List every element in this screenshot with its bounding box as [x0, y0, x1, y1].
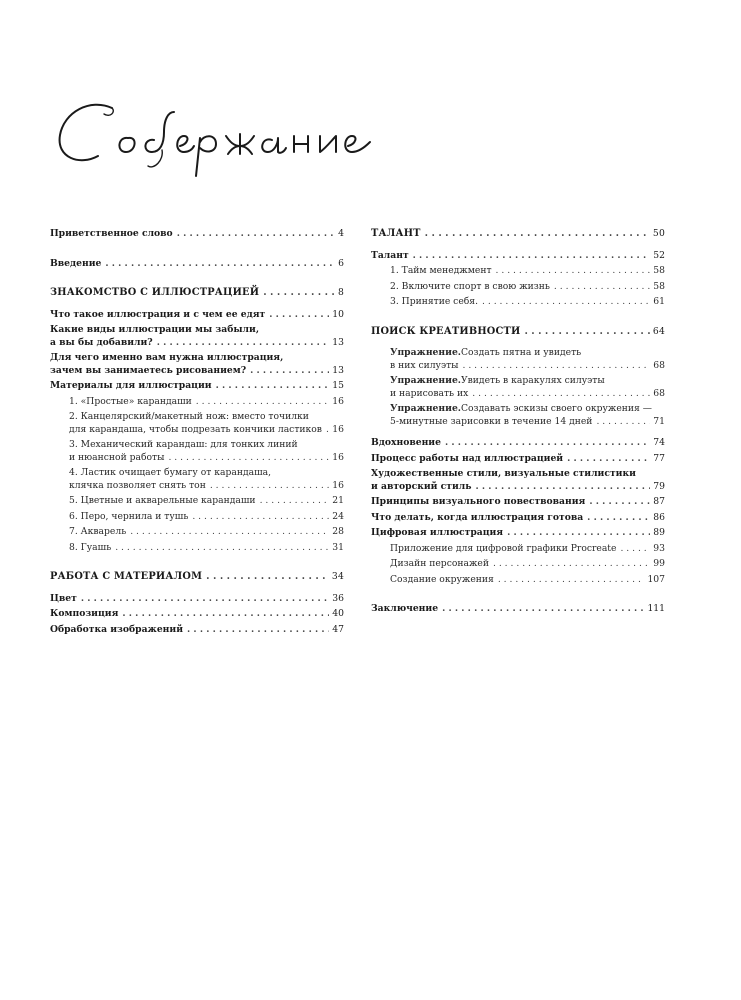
dot-leader [587, 512, 650, 525]
toc-entry-label: ТАЛАНТ [371, 228, 421, 239]
toc-page-number: 15 [332, 380, 344, 391]
toc-entry-label: а вы бы добавили? [50, 336, 153, 348]
toc-entry-label: 5. Цветные и акварельные карандаши [69, 495, 256, 506]
toc-entry-label: Цвет [50, 592, 77, 604]
toc-subentry[interactable] [50, 396, 344, 409]
dot-leader [554, 281, 650, 294]
dot-leader [524, 326, 649, 339]
dot-leader [445, 437, 650, 450]
toc-entry-label: Материалы для иллюстрации [50, 380, 212, 391]
toc-entry[interactable] [50, 624, 344, 637]
toc-entry-label: 8. Гуашь [69, 541, 112, 553]
toc-entry-label: Что делать, когда иллюстрация готова [371, 511, 584, 523]
dot-leader [260, 495, 330, 508]
toc-entry-label: Приложение для цифровой графики Procreate [390, 542, 617, 554]
toc-entry-label: и нюансной работы [69, 451, 165, 463]
toc-entry-label: 2. Включите спорт в свою жизнь [390, 280, 550, 292]
toc-exercise-entry[interactable] [371, 403, 665, 428]
dot-leader [567, 453, 650, 466]
page-title [50, 90, 410, 200]
toc-page-number: 86 [653, 511, 665, 523]
toc-page-number: 50 [652, 228, 665, 239]
toc-right-column [371, 228, 665, 616]
dot-leader [463, 360, 651, 373]
toc-entry-label: Талант [371, 249, 409, 261]
toc-page-number: 28 [332, 526, 344, 537]
toc-page-number: 40 [332, 608, 344, 619]
toc-page-number: 34 [331, 571, 344, 582]
toc-page-number: 21 [332, 495, 344, 506]
toc-subentry[interactable] [50, 411, 344, 436]
dot-leader [196, 396, 330, 409]
toc-section-heading[interactable] [50, 287, 344, 300]
toc-entry-label: и нарисовать их [390, 387, 469, 399]
toc-entry-label: Создавать эскизы своего окружения — [461, 403, 652, 414]
toc-entry-label: Увидеть в каракулях силуэты [461, 375, 605, 386]
exercise-label: Упражнение. [390, 375, 461, 386]
toc-entry-label: 7. Акварель [69, 526, 127, 537]
toc-entry-label: Процесс работы над иллюстрацией [371, 452, 564, 464]
toc-entry-label: ЗНАКОМСТВО С ИЛЛЮСТРАЦИЕЙ [50, 287, 260, 298]
toc-page-number: 13 [332, 364, 344, 376]
toc-page-number: 61 [653, 296, 665, 307]
dot-leader [413, 250, 651, 263]
toc-entry[interactable] [50, 228, 344, 241]
toc-entry-label: Дизайн персонажей [390, 558, 489, 569]
toc-entry-label: для карандаша, чтобы подрезать кончики ластиков [69, 423, 322, 435]
toc-section-heading[interactable] [50, 571, 344, 584]
toc-subentry[interactable] [371, 281, 665, 294]
toc-page-number: 16 [332, 423, 344, 435]
toc-page-number: 68 [653, 387, 665, 399]
toc-page-number: 99 [653, 558, 665, 569]
toc-subentry[interactable] [371, 265, 665, 278]
toc-entry-label: Какие виды иллюстрации мы забыли, [50, 324, 260, 335]
toc-subentry[interactable] [371, 574, 665, 587]
toc-page-number: 107 [647, 573, 665, 585]
toc-entry-label: 3. Принятие себя. [390, 296, 479, 307]
toc-entry-label: 5-минутные зарисовки в течение 14 дней [390, 415, 593, 427]
toc-page-number: 77 [653, 452, 665, 464]
toc-section-heading[interactable] [371, 228, 665, 241]
dot-leader [482, 296, 650, 309]
exercise-label: Упражнение. [390, 403, 461, 414]
toc-page-number: 111 [647, 603, 665, 614]
toc-entry[interactable] [371, 468, 665, 493]
dot-leader [105, 258, 335, 271]
toc-entry-label: Художественные стили, визуальные стилистики [371, 468, 636, 479]
toc-entry[interactable] [371, 496, 665, 509]
toc-entry-label: Для чего именно вам нужна иллюстрация, [50, 352, 284, 363]
dot-leader [496, 265, 651, 278]
toc-subentry[interactable] [50, 467, 344, 492]
toc-page-number: 71 [653, 415, 665, 427]
toc-subentry[interactable] [50, 495, 344, 508]
toc-subentry[interactable] [50, 526, 344, 539]
toc-page-number: 89 [653, 527, 665, 538]
toc-subentry[interactable] [371, 543, 665, 556]
toc-entry-label: 6. Перо, чернила и тушь [69, 510, 189, 522]
toc-page-number: 64 [652, 325, 665, 337]
dot-leader [210, 480, 329, 493]
toc-entry[interactable] [50, 380, 344, 393]
dot-leader [206, 571, 329, 584]
dot-leader [263, 287, 335, 300]
toc-page-number: 4 [338, 228, 344, 239]
toc-page-number: 16 [332, 395, 344, 407]
toc-page-number: 58 [653, 280, 665, 292]
toc-page-number: 52 [653, 249, 665, 261]
toc-entry[interactable] [50, 309, 344, 322]
toc-entry-label: Введение [50, 257, 102, 269]
toc-entry-label: и авторский стиль [371, 480, 472, 492]
toc-page-number: 31 [332, 541, 344, 553]
dot-leader [596, 416, 650, 429]
toc-page-number: 74 [653, 437, 665, 448]
dot-leader [442, 603, 644, 616]
dot-leader [122, 608, 329, 621]
toc-exercise-entry[interactable] [371, 375, 665, 400]
toc-page-number: 13 [332, 336, 344, 348]
dot-leader [168, 452, 329, 465]
toc-entry-label: клячка позволяет снять тон [69, 479, 206, 491]
toc-entry-label: Что такое иллюстрация и с чем ее едят [50, 308, 266, 320]
toc-entry-label: зачем вы занимаетесь рисованием? [50, 364, 247, 376]
toc-page-number: 93 [653, 542, 665, 554]
toc-entry-label: ПОИСК КРЕАТИВНОСТИ [371, 325, 521, 337]
toc-entry[interactable] [371, 453, 665, 466]
dot-leader [589, 496, 650, 509]
toc-entry[interactable] [371, 527, 665, 540]
toc-entry-label: Вдохновение [371, 437, 441, 448]
toc-entry[interactable] [50, 608, 344, 621]
toc-entry[interactable] [50, 593, 344, 606]
toc-page-number: 68 [653, 359, 665, 371]
toc-entry-label: 4. Ластик очищает бумагу от карандаша, [69, 467, 272, 478]
dot-leader [115, 542, 329, 555]
toc-entry-label: Композиция [50, 608, 119, 619]
toc-subentry[interactable] [50, 542, 344, 555]
toc-entry-label: 1. «Простые» карандаши [69, 395, 192, 407]
dot-leader [326, 424, 329, 437]
toc-entry-label: Заключение [371, 603, 439, 614]
toc-entry-label: в них силуэты [390, 359, 459, 371]
toc-entry-label: Цифровая иллюстрация [371, 527, 504, 538]
toc-exercise-entry[interactable] [371, 347, 665, 372]
toc-subentry[interactable] [371, 296, 665, 309]
toc-left-column [50, 228, 344, 636]
toc-entry-label: Создание окружения [390, 573, 494, 585]
toc-entry-label: Обработка изображений [50, 623, 184, 635]
dot-leader [493, 558, 650, 571]
toc-subentry[interactable] [371, 558, 665, 571]
toc-entry-label: 3. Механический карандаш: для тонких линий [69, 439, 298, 450]
toc-page-number: 36 [332, 592, 344, 604]
toc-subentry[interactable] [50, 511, 344, 524]
toc-section-heading[interactable] [371, 326, 665, 339]
dot-leader [498, 574, 645, 587]
toc-entry-label: РАБОТА С МАТЕРИАЛОМ [50, 571, 203, 582]
dot-leader [250, 365, 329, 378]
toc-entry-label: 1. Тайм менеджмент [390, 265, 492, 276]
dot-leader [81, 593, 329, 606]
toc-page-number: 79 [653, 480, 665, 492]
toc-page-number: 24 [332, 510, 344, 522]
toc-entry-label: Создать пятна и увидеть [461, 347, 582, 358]
dot-leader [475, 481, 650, 494]
toc-page-number: 16 [332, 451, 344, 463]
toc-entry[interactable] [50, 324, 344, 349]
toc-page-number: 6 [338, 257, 344, 269]
toc-entry[interactable] [50, 352, 344, 377]
dot-leader [507, 527, 650, 540]
toc-page-number: 47 [332, 623, 344, 635]
dot-leader [620, 543, 650, 556]
toc-entry[interactable] [371, 512, 665, 525]
dot-leader [192, 511, 329, 524]
dot-leader [269, 309, 329, 322]
toc-entry[interactable] [371, 437, 665, 450]
toc-page-number: 8 [337, 287, 344, 298]
toc-page-number: 10 [332, 308, 344, 320]
toc-entry[interactable] [50, 258, 344, 271]
toc-page-number: 58 [653, 265, 665, 276]
dot-leader [130, 526, 329, 539]
script-title-lettering [50, 90, 410, 200]
dot-leader [177, 228, 335, 241]
toc-entry-label: 2. Канцелярский/макетный нож: вместо точилки [69, 411, 309, 422]
toc-page-number: 16 [332, 479, 344, 491]
dot-leader [157, 337, 330, 350]
dot-leader [187, 624, 329, 637]
exercise-label: Упражнение. [390, 347, 461, 358]
dot-leader [425, 228, 650, 241]
toc-entry[interactable] [371, 250, 665, 263]
dot-leader [472, 388, 650, 401]
toc-entry[interactable] [371, 603, 665, 616]
toc-entry-label: Приветственное слово [50, 228, 173, 239]
toc-subentry[interactable] [50, 439, 344, 464]
toc-page-number: 87 [653, 496, 665, 507]
dot-leader [216, 380, 330, 393]
toc-entry-label: Принципы визуального повествования [371, 496, 586, 507]
